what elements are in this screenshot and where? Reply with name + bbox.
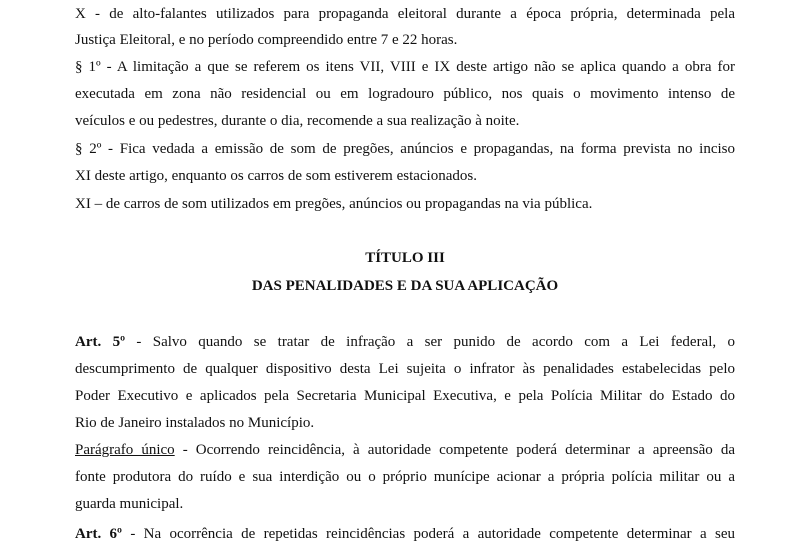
art-5-line-2: descumprimento de qualquer dispositivo desta Lei sujeita o infrator às penalidades estabelecidas pelo	[75, 361, 735, 377]
paragraph-inciso-x-line-1: X - de alto-falantes utilizados para propaganda eleitoral durante a época própria, determinada pela	[75, 6, 735, 22]
paragraph-1-line-3: veículos e ou pedestres, durante o dia, recomende a sua realização à noite.	[75, 113, 520, 129]
section-subtitle: DAS PENALIDADES E DA SUA APLICAÇÃO	[251, 278, 559, 294]
art-5-line-1	[75, 332, 735, 352]
paragraph-1-line-2: executada em zona não residencial ou em logradouro público, nos quais o movimento intenso de	[75, 86, 735, 102]
paragrafo-unico-line-1	[75, 440, 735, 460]
paragrafo-unico-line-2: fonte produtora do ruído e sua interdição ou o próprio munícipe acionar a própria polícia militar ou a	[75, 469, 735, 485]
paragrafo-unico-line-3: guarda municipal.	[75, 496, 184, 512]
paragraph-2-line-1: § 2º - Fica vedada a emissão de som de pregões, anúncios e propagandas, na forma prevista no inciso	[75, 141, 735, 157]
art-6-label: Art. 6º	[75, 526, 123, 542]
art-5-label: Art. 5º	[75, 334, 126, 350]
art-6-line-1	[75, 524, 735, 544]
paragrafo-unico-label: Parágrafo único	[75, 442, 175, 458]
art-5-line-3: Poder Executivo e aplicados pela Secretaria Municipal Executiva, e pela Polícia Militar do Estado do	[75, 388, 735, 404]
art-6-text: - Na ocorrência de repetidas reincidências poderá a autoridade competente determinar a seu	[122, 526, 735, 542]
paragraph-1-line-1: § 1º - A limitação a que se referem os itens VII, VIII e IX deste artigo não se aplica quando a obra for	[75, 59, 735, 75]
art-5-line-4: Rio de Janeiro instalados no Município.	[75, 415, 315, 431]
paragraph-2-line-2: XI deste artigo, enquanto os carros de som estiverem estacionados.	[75, 168, 477, 184]
paragraph-inciso-xi: XI – de carros de som utilizados em pregões, anúncios ou propagandas na via pública.	[75, 196, 593, 212]
paragraph-inciso-x-line-2: Justiça Eleitoral, e no período compreendido entre 7 e 22 horas.	[75, 32, 458, 48]
art-5-text: - Salvo quando se tratar de infração a ser punido de acordo com a Lei federal, o	[125, 334, 735, 350]
section-title: TÍTULO III	[365, 250, 445, 266]
paragrafo-unico-text: - Ocorrendo reincidência, à autoridade competente poderá determinar a apreensão da	[174, 442, 735, 458]
